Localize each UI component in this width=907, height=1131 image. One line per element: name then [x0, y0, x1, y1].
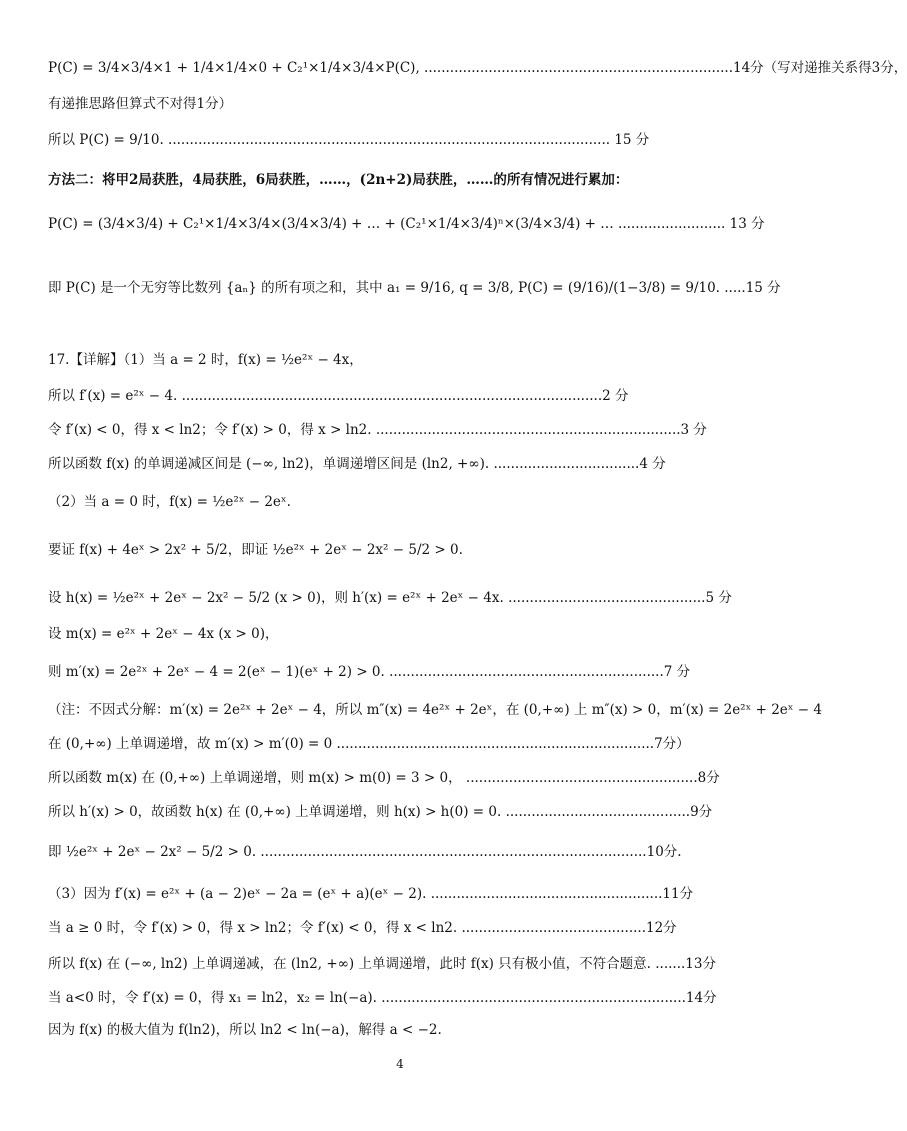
text-line: 当 a<0 时，令 f′(x) = 0，得 x₁ = ln2，x₂ = ln(−a). .......................................................................14分 [48, 990, 717, 1006]
text-line: 所以函数 f(x) 的单调递减区间是 (−∞, ln2)，单调递增区间是 (ln2, +∞). ..................................4 分 [48, 456, 666, 472]
text-line: （3）因为 f′(x) = e²ˣ + (a − 2)eˣ − 2a = (eˣ + a)(eˣ − 2). ......................................................11分 [48, 886, 694, 902]
text-line: （注：不因式分解：m′(x) = 2e²ˣ + 2eˣ − 4，所以 m″(x) = 4e²ˣ + 2eˣ，在 (0,+∞) 上 m″(x) > 0，m′(x) = 2e²ˣ + 2eˣ − 4 [48, 702, 822, 718]
text-line: 设 h(x) = ½e²ˣ + 2eˣ − 2x² − 5/2 (x > 0)，则 h′(x) = e²ˣ + 2eˣ − 4x. ..............................................5 分 [48, 590, 732, 606]
text-line: 设 m(x) = e²ˣ + 2eˣ − 4x (x > 0)， [48, 626, 279, 642]
text-line: 所以 f(x) 在 (−∞, ln2) 上单调递减，在 (ln2, +∞) 上单调递增，此时 f(x) 只有极小值，不符合题意. .......13分 [48, 956, 716, 972]
text-line: 所以 P(C) = 9/10. ....................................................................................................... 15 分 [48, 132, 650, 148]
text-line: 即 ½e²ˣ + 2eˣ − 2x² − 5/2 > 0. ..........................................................................................10分. [48, 844, 682, 860]
text-line: P(C) = 3/4×3/4×1 + 1/4×1/4×0 + C₂¹×1/4×3/4×P(C), ........................................................................14分（写对递推关系得3分， [48, 60, 907, 76]
text-line: 因为 f(x) 的极大值为 f(ln2)，所以 ln2 < ln(−a)，解得 a < −2. [48, 1022, 442, 1038]
text-line: 令 f′(x) < 0，得 x < ln2；令 f′(x) > 0，得 x > ln2. .......................................................................3 分 [48, 422, 707, 438]
text-line: 要证 f(x) + 4eˣ > 2x² + 5/2，即证 ½e²ˣ + 2eˣ − 2x² − 5/2 > 0. [48, 542, 463, 558]
text-line: 方法二：将甲2局获胜，4局获胜，6局获胜，……，(2n+2)局获胜，……的所有情况进行累加： [48, 172, 629, 188]
text-line: 当 a ≥ 0 时，令 f′(x) > 0，得 x > ln2；令 f′(x) < 0，得 x < ln2. ...........................................12分 [48, 920, 677, 936]
text-line: 有递推思路但算式不对得1分） [48, 96, 233, 112]
text-line: 则 m′(x) = 2e²ˣ + 2eˣ − 4 = 2(eˣ − 1)(eˣ + 2) > 0. ................................................................7 分 [48, 664, 691, 680]
text-line: 在 (0,+∞) 上单调递增，故 m′(x) > m′(0) = 0 ..........................................................................7分） [48, 736, 690, 752]
text-line: P(C) = (3/4×3/4) + C₂¹×1/4×3/4×(3/4×3/4) + … + (C₂¹×1/4×3/4)ⁿ×(3/4×3/4) + … ......................... 13 分 [48, 216, 765, 232]
text-line: 17.【详解】（1）当 a = 2 时，f(x) = ½e²ˣ − 4x， [48, 352, 363, 368]
text-line: 所以 h′(x) > 0，故函数 h(x) 在 (0,+∞) 上单调递增，则 h(x) > h(0) = 0. ...........................................9分 [48, 804, 713, 820]
text-line: 所以 f′(x) = e²ˣ − 4. ..................................................................................................2 分 [48, 388, 629, 404]
text-line: 即 P(C) 是一个无穷等比数列 {aₙ} 的所有项之和，其中 a₁ = 9/16, q = 3/8, P(C) = (9/16)/(1−3/8) = 9/10. .....15 分 [48, 280, 781, 296]
text-line: 所以函数 m(x) 在 (0,+∞) 上单调递增，则 m(x) > m(0) = 3 > 0， ......................................................8分 [48, 770, 720, 786]
text-line: （2）当 a = 0 时，f(x) = ½e²ˣ − 2eˣ. [48, 494, 291, 510]
page-number: 4 [396, 1057, 404, 1071]
